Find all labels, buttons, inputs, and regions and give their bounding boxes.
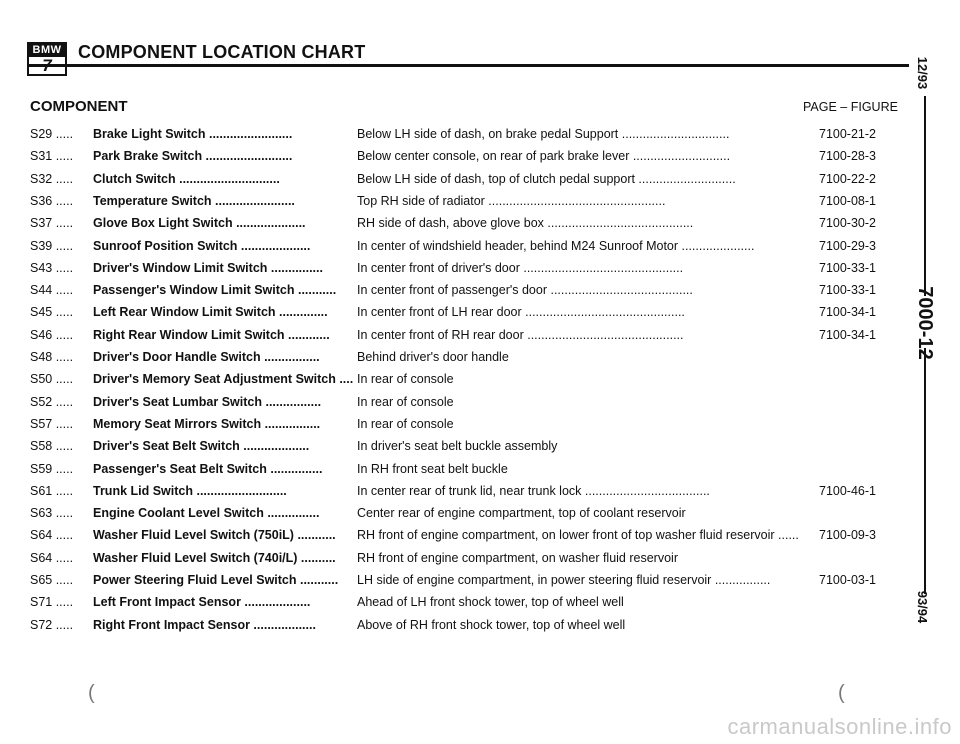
table-row (30, 461, 890, 477)
component-location: In center front of LH rear door .............................................. (357, 305, 685, 320)
component-id: S64 ..... (30, 550, 74, 565)
table-row (30, 371, 890, 387)
page-figure: 7100-28-3 (819, 149, 876, 164)
component-name: Trunk Lid Switch .......................... (93, 483, 287, 498)
table-row (30, 483, 890, 499)
table-row (30, 304, 890, 320)
table-row (30, 505, 890, 521)
page-figure: 7100-09-3 (819, 528, 876, 543)
component-location: In center of windshield header, behind M24 Sunroof Motor ..................... (357, 238, 755, 253)
component-name: Passenger's Seat Belt Switch ............... (93, 461, 323, 476)
page-figure: 7100-08-1 (819, 193, 876, 208)
component-location: In RH front seat belt buckle (357, 461, 508, 476)
component-name: Park Brake Switch ......................... (93, 149, 293, 164)
component-location: RH front of engine compartment, on washer fluid reservoir (357, 550, 678, 565)
component-location: In rear of console (357, 372, 454, 387)
component-id: S46 ..... (30, 327, 74, 342)
component-location: RH front of engine compartment, on lower front of top washer fluid reservoir ...... (357, 528, 799, 543)
component-name: Memory Seat Mirrors Switch ................ (93, 416, 321, 431)
page-title: COMPONENT LOCATION CHART (78, 42, 366, 62)
title-rule (27, 64, 909, 67)
table-row (30, 171, 890, 187)
component-name: Right Rear Window Limit Switch ............ (93, 327, 330, 342)
table-row (30, 238, 890, 254)
table-row (30, 416, 890, 432)
table-row (30, 193, 890, 209)
component-name: Driver's Window Limit Switch ............... (93, 260, 323, 275)
component-location: In rear of console (357, 416, 454, 431)
component-location: Below LH side of dash, top of clutch pedal support ............................ (357, 171, 736, 186)
table-row (30, 394, 890, 410)
page-figure: 7100-46-1 (819, 483, 876, 498)
table-row (30, 260, 890, 276)
component-name: Sunroof Position Switch .................... (93, 238, 311, 253)
component-name: Driver's Seat Lumbar Switch ................ (93, 394, 322, 409)
component-id: S61 ..... (30, 483, 74, 498)
component-location: In center front of RH rear door ............................................. (357, 327, 684, 342)
component-id: S59 ..... (30, 461, 74, 476)
component-id: S50 ..... (30, 372, 74, 387)
side-date-bottom: 93/94 (915, 590, 930, 624)
component-name: Driver's Memory Seat Adjustment Switch .... (93, 372, 353, 387)
component-name: Left Rear Window Limit Switch .............. (93, 305, 328, 320)
component-id: S48 ..... (30, 350, 74, 364)
component-id: S45 ..... (30, 305, 74, 320)
table-row (30, 282, 890, 298)
component-id: S72 ..... (30, 617, 74, 632)
table-row (30, 327, 890, 343)
side-rule-bottom (924, 348, 926, 594)
component-location: In rear of console (357, 394, 454, 409)
table-row (30, 550, 890, 566)
punch-mark-left: ( (88, 682, 95, 704)
logo-brand: BMW (29, 44, 65, 57)
component-location: In center rear of trunk lid, near trunk lock .................................... (357, 483, 710, 498)
page-figure: 7100-34-1 (819, 305, 876, 320)
table-row (30, 148, 890, 164)
component-location: RH side of dash, above glove box .......................................... (357, 216, 694, 231)
component-name: Washer Fluid Level Switch (740i/L) .......... (93, 550, 336, 565)
component-name: Brake Light Switch ........................ (93, 127, 293, 141)
component-id: S29 ..... (30, 127, 74, 141)
component-id: S64 ..... (30, 528, 74, 543)
component-location: In center front of passenger's door ......................................... (357, 283, 693, 298)
component-name: Washer Fluid Level Switch (750iL) ........... (93, 528, 336, 543)
page-figure: 7100-30-2 (819, 216, 876, 231)
bmw-7-logo (27, 42, 67, 76)
page-figure: 7100-03-1 (819, 573, 876, 587)
table-row (30, 438, 890, 454)
component-id: S32 ..... (30, 171, 74, 186)
table-row (30, 126, 890, 142)
column-header-page-figure: PAGE – FIGURE (803, 100, 898, 114)
component-id: S57 ..... (30, 416, 74, 431)
page-figure: 7100-22-2 (819, 171, 876, 186)
component-name: Engine Coolant Level Switch ............... (93, 506, 320, 521)
table-row (30, 215, 890, 231)
component-location: Top RH side of radiator ................................................... (357, 193, 666, 208)
component-location: Center rear of engine compartment, top of coolant reservoir (357, 506, 686, 521)
page-figure: 7100-29-3 (819, 238, 876, 253)
table-row (30, 527, 890, 543)
component-id: S71 ..... (30, 595, 74, 610)
component-id: S37 ..... (30, 216, 74, 231)
column-header-component: COMPONENT (30, 98, 128, 115)
component-location: In center front of driver's door .............................................. (357, 260, 684, 275)
component-location: LH side of engine compartment, in power steering fluid reservoir ................ (357, 573, 771, 587)
component-id: S65 ..... (30, 573, 74, 587)
table-row (30, 572, 890, 588)
table-row (30, 617, 890, 633)
page-figure: 7100-34-1 (819, 327, 876, 342)
page-figure: 7100-33-1 (819, 260, 876, 275)
component-id: S31 ..... (30, 149, 74, 164)
component-name: Passenger's Window Limit Switch ........... (93, 283, 337, 298)
side-page-number: 7000-12 (914, 286, 936, 360)
component-name: Glove Box Light Switch .................... (93, 216, 306, 231)
component-id: S63 ..... (30, 506, 74, 521)
component-id: S43 ..... (30, 260, 74, 275)
table-row (30, 349, 890, 365)
component-location: In driver's seat belt buckle assembly (357, 439, 558, 454)
component-id: S58 ..... (30, 439, 74, 454)
component-location: Above of RH front shock tower, top of wheel well (357, 617, 626, 632)
component-name: Power Steering Fluid Level Switch ........... (93, 573, 339, 587)
component-id: S44 ..... (30, 283, 74, 298)
component-id: S36 ..... (30, 193, 74, 208)
component-name: Temperature Switch ....................... (93, 193, 295, 208)
component-id: S52 ..... (30, 394, 74, 409)
page-figure: 7100-33-1 (819, 283, 876, 298)
component-location: Behind driver's door handle (357, 350, 509, 364)
component-name: Right Front Impact Sensor .................. (93, 617, 316, 632)
side-rule-top (924, 96, 926, 296)
component-location: Ahead of LH front shock tower, top of wheel well (357, 595, 624, 610)
component-location: Below LH side of dash, on brake pedal Support ............................... (357, 127, 730, 141)
watermark: carmanualsonline.info (727, 714, 952, 739)
component-location: Below center console, on rear of park brake lever ............................ (357, 149, 731, 164)
component-name: Driver's Door Handle Switch ................ (93, 350, 320, 364)
component-name: Driver's Seat Belt Switch ................... (93, 439, 310, 454)
table-row (30, 594, 890, 610)
side-date-top: 12/93 (915, 56, 930, 90)
punch-mark-right: ( (838, 682, 845, 704)
page-figure: 7100-21-2 (819, 127, 876, 141)
component-name: Clutch Switch ............................. (93, 171, 280, 186)
component-name: Left Front Impact Sensor ................... (93, 595, 311, 610)
component-id: S39 ..... (30, 238, 74, 253)
